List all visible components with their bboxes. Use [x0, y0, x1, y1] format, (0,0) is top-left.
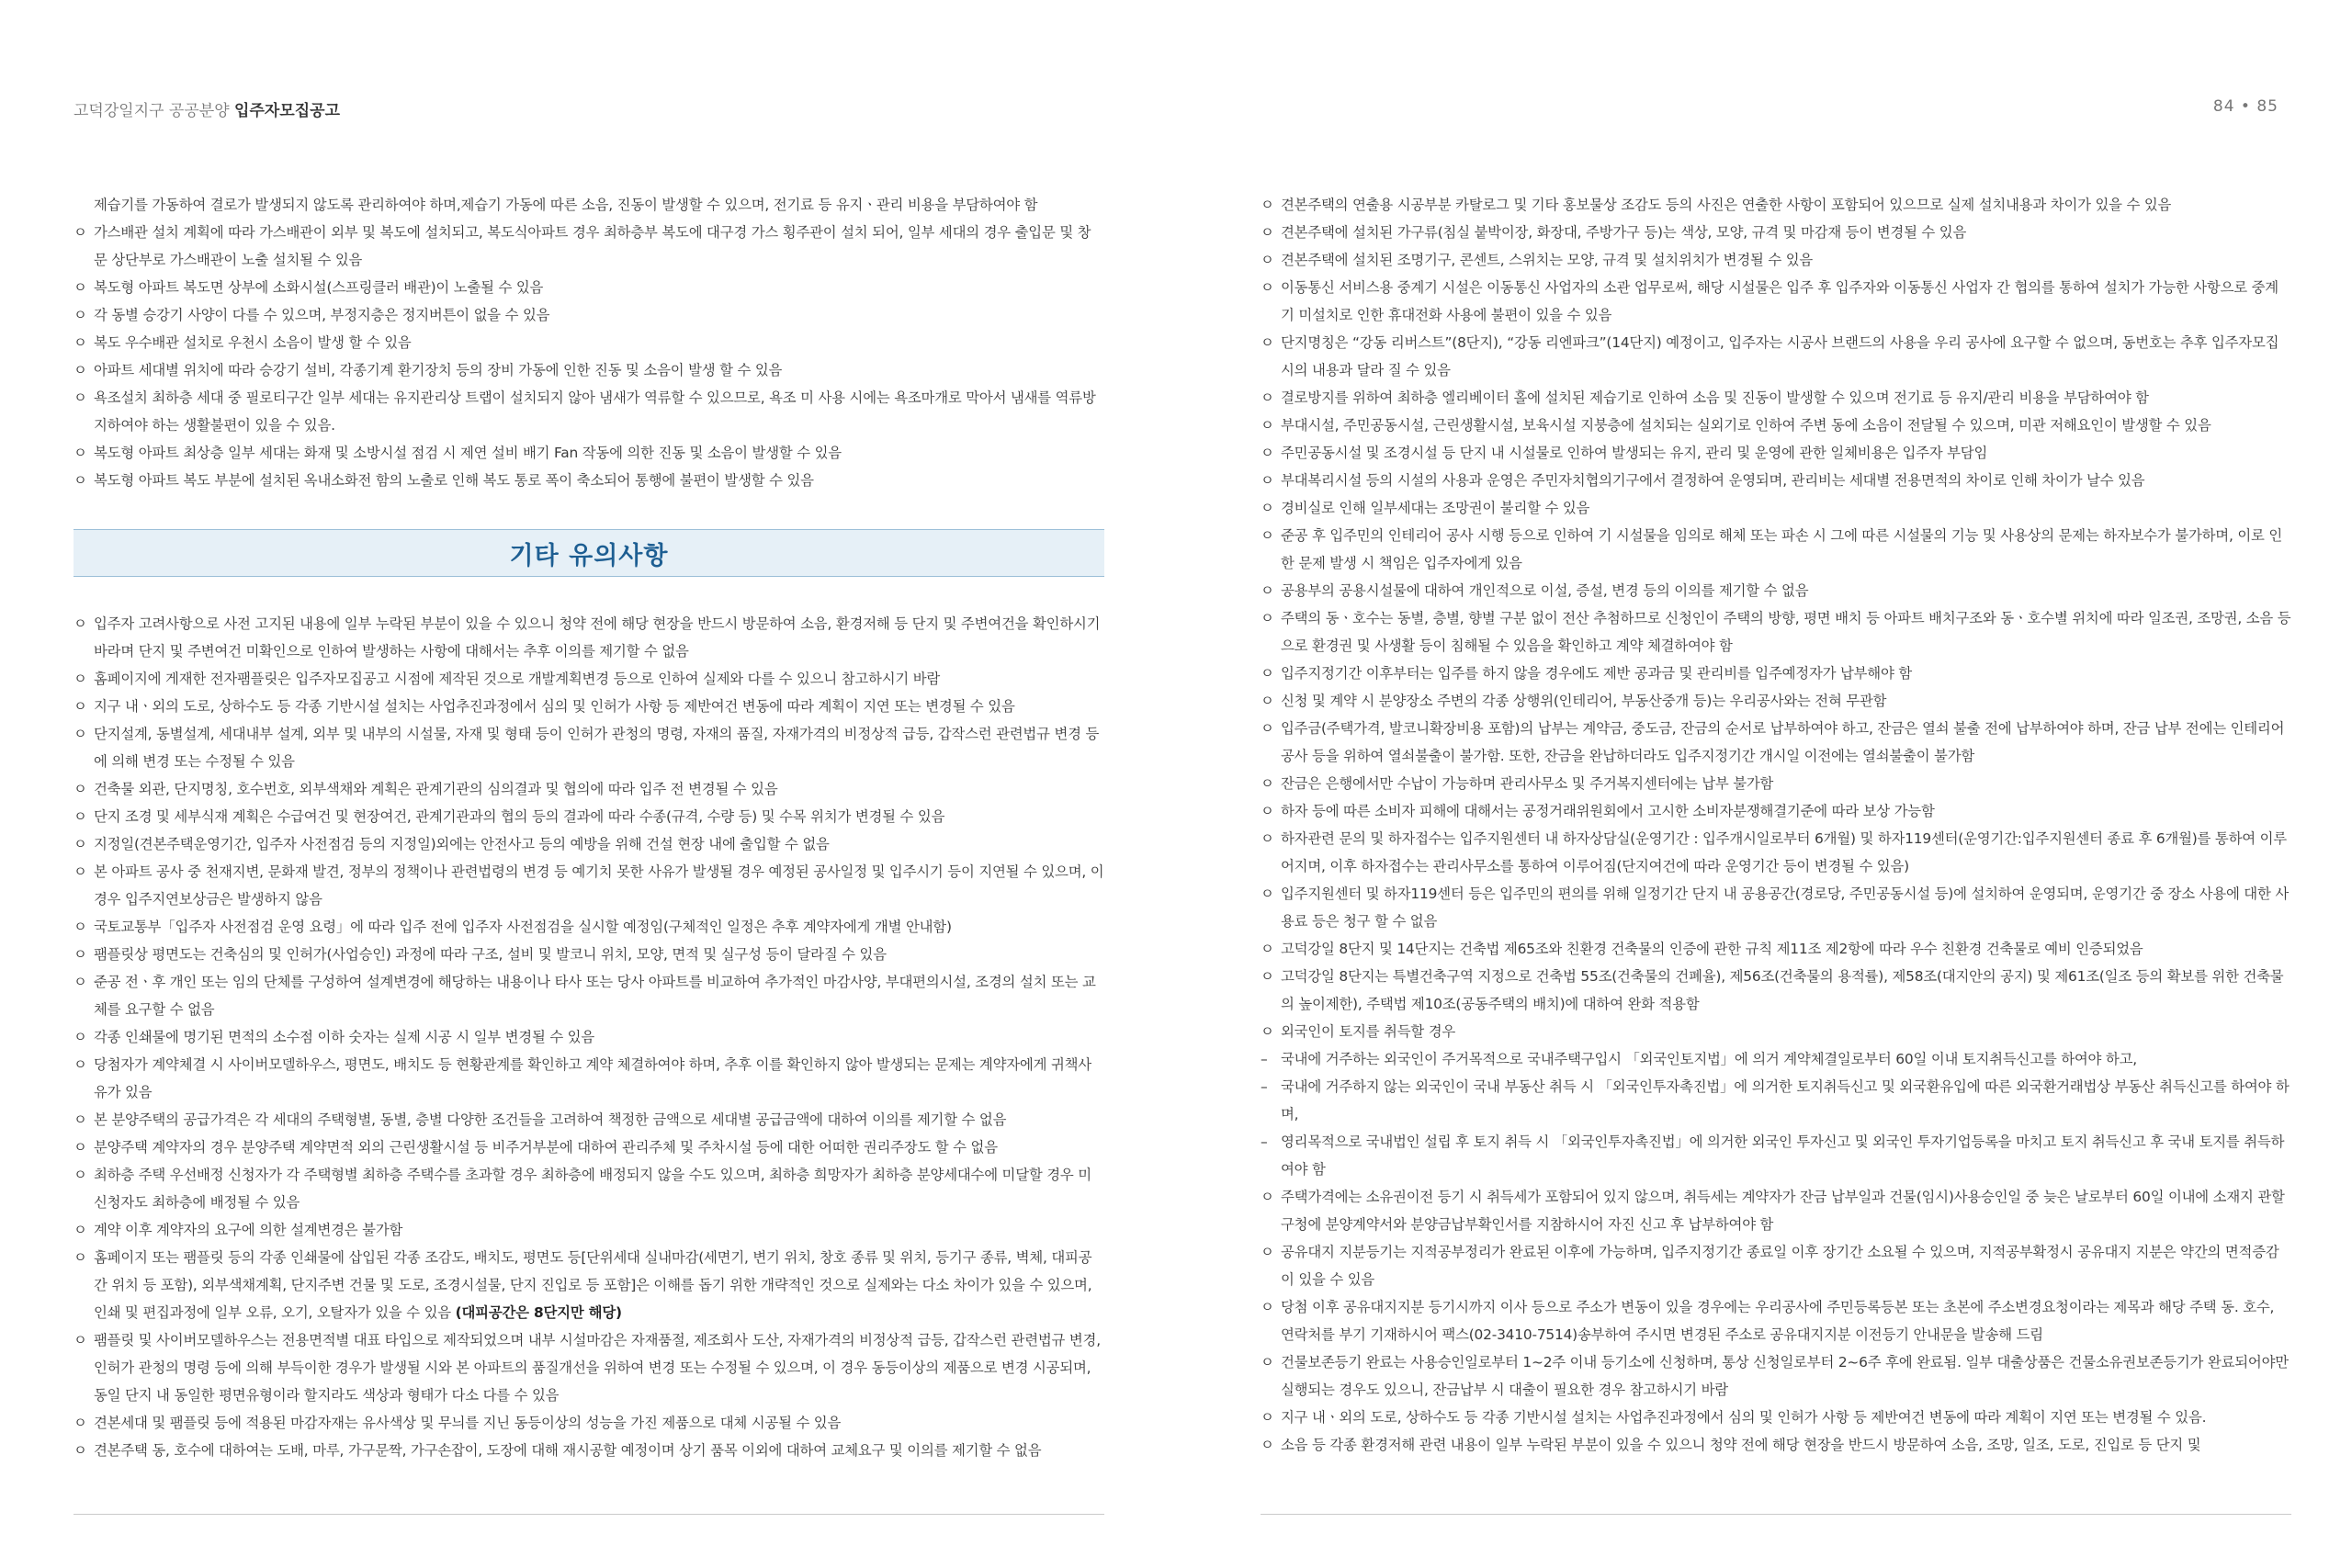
- notice-text: 단지 조경 및 세부식재 계획은 수급여건 및 현장여건, 관계기관과의 협의 등의 결과에 따라 수종(규격, 수량 등) 및 수목 위치가 변경될 수 있음: [94, 808, 945, 825]
- notice-item: [1261, 1404, 2291, 1431]
- notice-text: 주택가격에는 소유권이전 등기 시 취득세가 포함되어 있지 않으며, 취득세는 계약자가 잔금 납부일과 건물(임시)사용승인일 중 늦은 날로부터 60일 이내에 소재지 관할구청에 분양계약서와 분양금납부확인서를 지참하시어 자진 신고 후 납부하여야 함: [1281, 1189, 2285, 1233]
- notice-text: 입주금(주택가격, 발코니확장비용 포함)의 납부는 계약금, 중도금, 잔금의 순서로 납부하여야 하고, 잔금은 열쇠 불출 전에 납부하여야 하며, 잔금 납부 전에는 인테리어 공사 등을 위하여 열쇠불출이 불가함. 또한, 잔금을 완납하더라도 입주지정기간 개시일 이전에는 열쇠불출이 불가함: [1281, 720, 2285, 764]
- notice-item: [74, 1437, 1104, 1464]
- bullet-marker: ㅇ: [1261, 803, 1274, 819]
- notice-item: [1261, 963, 2291, 1018]
- bullet-marker: ㅇ: [74, 671, 87, 687]
- notice-item: [74, 775, 1104, 803]
- notice-item: [1261, 384, 2291, 412]
- notice-text: 주택의 동ㆍ호수는 동별, 층별, 향별 구분 없이 전산 추첨하므로 신청인이 주택의 방향, 평면 배치 등 아파트 배치구조와 동ㆍ호수별 위치에 따라 일조권, 조망권, 소음 등으로 환경권 및 사생활 등이 침해될 수 있음을 확인하고 계약 체결하여야 함: [1281, 610, 2291, 654]
- notice-text: 공용부의 공용시설물에 대하여 개인적으로 이설, 증설, 변경 등의 이의를 제기할 수 없음: [1281, 582, 1809, 599]
- bullet-marker: ㅇ: [1261, 830, 1274, 847]
- document-prefix: 고덕강일지구 공공분양: [74, 102, 230, 120]
- bullet-marker: ㅇ: [1261, 527, 1274, 544]
- notice-item: [1261, 1183, 2291, 1238]
- bullet-marker: ㅇ: [74, 389, 87, 406]
- notice-text: 견본주택의 연출용 시공부분 카탈로그 및 기타 홍보물상 조감도 등의 사진은 연출한 사항이 포함되어 있으므로 실제 설치내용과 차이가 있을 수 있음: [1281, 197, 2172, 213]
- notice-item: [1261, 439, 2291, 467]
- notice-text: 이동통신 서비스용 중계기 시설은 이동통신 사업자의 소관 업무로써, 해당 시설물은 입주 후 입주자와 이동통신 사업자 간 협의를 통하여 설치가 가능한 사항으로 중계기 미설치로 인한 휴대전화 사용에 불편이 있을 수 있음: [1281, 279, 2278, 323]
- notice-item: [74, 720, 1104, 775]
- notice-text: 아파트 세대별 위치에 따라 승강기 설비, 각종기계 환기장치 등의 장비 가동에 인한 진동 및 소음이 발생 할 수 있음: [94, 362, 783, 378]
- bullet-marker: ㅇ: [1261, 1437, 1274, 1453]
- notice-item: [74, 301, 1104, 329]
- notice-text: 국내에 거주하는 외국인이 주거목적으로 국내주택구입시 「외국인토지법」에 의거 계약체결일로부터 60일 이내 토지취득신고를 하여야 하고,: [1281, 1051, 2137, 1067]
- notice-text: 복도형 아파트 복도면 상부에 소화시설(스프링클러 배관)이 노출될 수 있음: [94, 279, 544, 296]
- notice-item: [74, 1326, 1104, 1409]
- bullet-marker: ㅇ: [1261, 775, 1274, 792]
- notice-item: [1261, 1431, 2291, 1459]
- notice-text: 본 분양주택의 공급가격은 각 세대의 주택형별, 동별, 층별 다양한 조건들을 고려하여 책정한 금액으로 세대별 공급금액에 대하여 이의를 제기할 수 없음: [94, 1111, 1007, 1128]
- notice-item: [74, 274, 1104, 301]
- notice-item: [74, 1023, 1104, 1051]
- bullet-marker: ㅇ: [74, 1167, 87, 1183]
- bullet-marker: ㅇ: [74, 334, 87, 351]
- notice-text: 팸플릿상 평면도는 건축심의 및 인허가(사업승인) 과정에 따라 구조, 설비 및 발코니 위치, 모양, 면적 및 실구성 등이 달라질 수 있음: [94, 946, 887, 963]
- right-page: [1261, 191, 2291, 1459]
- right-notice-list: [1261, 191, 2291, 1459]
- bullet-marker: ㅇ: [1261, 720, 1274, 737]
- notice-item: [1261, 935, 2291, 963]
- bullet-marker: ㅇ: [74, 362, 87, 378]
- notice-text: 하자 등에 따른 소비자 피해에 대해서는 공정거래위원회에서 고시한 소비자분쟁해결기준에 따라 보상 가능함: [1281, 803, 1935, 819]
- notice-text: 지구 내ㆍ외의 도로, 상하수도 등 각종 기반시설 설치는 사업추진과정에서 심의 및 인허가 사항 등 제반여건 변동에 따라 계획이 지연 또는 변경될 수 있음.: [1281, 1409, 2207, 1426]
- notice-item: [74, 439, 1104, 467]
- bullet-marker: ㅇ: [74, 1415, 87, 1431]
- notice-item: [1261, 494, 2291, 522]
- notice-text: 고덕강일 8단지는 특별건축구역 지정으로 건축법 55조(건축물의 건폐율), 제56조(건축물의 용적률), 제58조(대지안의 공지) 및 제61조(일조 등의 확보를 위한 건축물의 높이제한), 주택법 제10조(공동주택의 배치)에 대하여 완화 적용함: [1281, 968, 2284, 1012]
- notice-text: 각 동별 승강기 사양이 다를 수 있으며, 부정지층은 정지버튼이 없을 수 있음: [94, 307, 550, 323]
- dash-marker: –: [1261, 1051, 1268, 1067]
- notice-text: 각종 인쇄물에 명기된 면적의 소수점 이하 숫자는 실제 시공 시 일부 변경될 수 있음: [94, 1029, 595, 1045]
- notice-item: [74, 1134, 1104, 1161]
- notice-text: 복도형 아파트 최상층 일부 세대는 화재 및 소방시설 점검 시 제연 설비 배기 Fan 작동에 의한 진동 및 소음이 발생할 수 있음: [94, 445, 842, 461]
- notice-text: 견본주택에 설치된 가구류(침실 붙박이장, 화장대, 주방가구 등)는 색상, 모양, 규격 및 마감재 등이 변경될 수 있음: [1281, 224, 1967, 241]
- notice-text: 분양주택 계약자의 경우 분양주택 계약면적 외의 근린생활시설 등 비주거부분에 대하여 관리주체 및 주차시설 등에 대한 어떠한 권리주장도 할 수 없음: [94, 1139, 998, 1156]
- notice-item: [1261, 604, 2291, 660]
- bullet-marker: ㅇ: [74, 615, 87, 632]
- bullet-marker: ㅇ: [74, 1111, 87, 1128]
- bullet-marker: ㅇ: [1261, 417, 1274, 434]
- notice-item: [74, 1216, 1104, 1244]
- notice-text: 준공 전ㆍ후 개인 또는 임의 단체를 구성하여 설계변경에 해당하는 내용이나 타사 또는 당사 아파트를 비교하여 추가적인 마감사양, 부대편의시설, 조경의 설치 또는 교체를 요구할 수 없음: [94, 974, 1096, 1018]
- bullet-marker: ㅇ: [74, 863, 87, 880]
- bullet-marker: ㅇ: [74, 698, 87, 715]
- notice-text: 건축물 외관, 단지명칭, 호수번호, 외부색채와 계획은 관계기관의 심의결과 및 협의에 따라 입주 전 변경될 수 있음: [94, 781, 778, 797]
- bullet-marker: ㅇ: [74, 1249, 87, 1266]
- footer-rule-right: [1261, 1514, 2291, 1515]
- notice-text: 부대복리시설 등의 시설의 사용과 운영은 주민자치협의기구에서 결정하여 운영되며, 관리비는 세대별 전용면적의 차이로 인해 차이가 날수 있음: [1281, 472, 2145, 489]
- bullet-marker: ㅇ: [74, 946, 87, 963]
- notice-item: [74, 858, 1104, 913]
- notice-item: [1261, 1045, 2291, 1073]
- notice-text: 본 아파트 공사 중 천재지변, 문화재 발견, 정부의 정책이나 관련법령의 변경 등 예기치 못한 사유가 발생될 경우 예정된 공사일정 및 입주시기 등이 지연될 수 있으며, 이 경우 입주지연보상금은 발생하지 않음: [94, 863, 1104, 908]
- notice-text: 입주지정기간 이후부터는 입주를 하지 않을 경우에도 제반 공과금 및 관리비를 입주예정자가 납부해야 함: [1281, 665, 1913, 682]
- notice-text: 단지설계, 동별설계, 세대내부 설계, 외부 및 내부의 시설물, 자재 및 형태 등이 인허가 관청의 명령, 자재의 품질, 자재가격의 비정상적 급등, 갑작스런 관련법규 변경 등에 의해 변경 또는 수정될 수 있음: [94, 726, 1100, 770]
- bullet-marker: ㅇ: [74, 1056, 87, 1073]
- notice-text: 지정일(견본주택운영기간, 입주자 사전점검 등의 지정일)외에는 안전사고 등의 예방을 위해 건설 현장 내에 출입할 수 없음: [94, 836, 830, 852]
- notice-text: 최하층 주택 우선배정 신청자가 각 주택형별 최하층 주택수를 초과할 경우 최하층에 배정되지 않을 수도 있으며, 최하층 희망자가 최하층 분양세대수에 미달할 경우 미신청자도 최하층에 배정될 수 있음: [94, 1167, 1091, 1211]
- notice-text: 홈페이지에 게재한 전자팸플릿은 입주자모집공고 시점에 제작된 것으로 개발계획변경 등으로 인하여 실제와 다를 수 있으니 참고하시기 바람: [94, 671, 941, 687]
- notice-item: [1261, 329, 2291, 384]
- dash-marker: –: [1261, 1078, 1268, 1095]
- notice-item: [74, 191, 1104, 219]
- notice-item: [1261, 660, 2291, 687]
- bullet-marker: ㅇ: [74, 445, 87, 461]
- notice-text: 복도형 아파트 복도 부분에 설치된 옥내소화전 함의 노출로 인해 복도 통로 폭이 축소되어 통행에 불편이 발생할 수 있음: [94, 472, 814, 489]
- notice-text: 제습기를 가동하여 결로가 발생되지 않도록 관리하여야 하며,제습기 가동에 따른 소음, 진동이 발생할 수 있으며, 전기료 등 유지ㆍ관리 비용을 부담하여야 함: [94, 197, 1038, 213]
- notice-item: [1261, 770, 2291, 797]
- notice-text: 홈페이지 또는 팸플릿 등의 각종 인쇄물에 삽입된 각종 조감도, 배치도, 평면도 등[단위세대 실내마감(세면기, 변기 위치, 창호 종류 및 위치, 등기구 종류, 벽체, 대피공간 위치 등 포함), 외부색채계획, 단지주변 건물 및 도로, 조경시설물, 단지 진입로 등 포함]은 이해를 돕기 위한 개략적인 것으로 실제와는 다소 차이가 있을 수 있으며, 인쇄 및 편집과정에 일부 오류, 오기, 오탈자가 있을 수 있음: [94, 1249, 1092, 1321]
- notice-item: [74, 1161, 1104, 1216]
- bullet-marker: ㅇ: [1261, 665, 1274, 682]
- notice-item: [74, 329, 1104, 356]
- notice-item: [1261, 412, 2291, 439]
- notice-item: [74, 219, 1104, 274]
- notice-text: 견본주택에 설치된 조명기구, 콘센트, 스위치는 모양, 규격 및 설치위치가 변경될 수 있음: [1281, 252, 1814, 268]
- bullet-marker: ㅇ: [74, 1332, 87, 1348]
- bullet-marker: ㅇ: [74, 1139, 87, 1156]
- page-numbers: 84 • 85: [2212, 97, 2278, 116]
- bullet-marker: ㅇ: [74, 1442, 87, 1459]
- bullet-marker: ㅇ: [1261, 334, 1274, 351]
- bullet-marker: ㅇ: [1261, 582, 1274, 599]
- notice-item: [1261, 1018, 2291, 1045]
- bullet-marker: ㅇ: [74, 808, 87, 825]
- bullet-marker: ㅇ: [1261, 224, 1274, 241]
- bullet-marker: ㅇ: [1261, 693, 1274, 709]
- bullet-marker: ㅇ: [74, 472, 87, 489]
- bullet-marker: ㅇ: [1261, 500, 1274, 516]
- notice-item: [74, 803, 1104, 830]
- document-header: [74, 97, 340, 120]
- bullet-marker: ㅇ: [74, 1222, 87, 1238]
- notice-item: [1261, 715, 2291, 770]
- notice-text: 팸플릿 및 사이버모델하우스는 전용면적별 대표 타입으로 제작되었으며 내부 시설마감은 자재품절, 제조회사 도산, 자재가격의 비정상적 급등, 갑작스런 관련법규 변경, 인허가 관청의 명령 등에 의해 부득이한 경우가 발생될 시와 본 아파트의 품질개선을 위하여 변경 또는 수정될 수 있으며, 이 경우 동등이상의 제품으로 변경 시공되며, 동일 단지 내 동일한 평면유형이라 할지라도 색상과 형태가 다소 다를 수 있음: [94, 1332, 1101, 1404]
- notice-item: [74, 356, 1104, 384]
- notice-item: [74, 665, 1104, 693]
- bullet-marker: ㅇ: [1261, 968, 1274, 985]
- left-top-list: [74, 191, 1104, 494]
- bullet-marker: ㅇ: [1261, 1023, 1274, 1040]
- document-title: 입주자모집공고: [234, 102, 340, 120]
- notice-text: 욕조설치 최하층 세대 중 필로티구간 일부 세대는 유지관리상 트랩이 설치되지 않아 냄새가 역류할 수 있으므로, 욕조 미 사용 시에는 욕조마개로 막아서 냄새를 역류방지하여야 하는 생활불편이 있을 수 있음.: [94, 389, 1096, 434]
- bullet-marker: ㅇ: [1261, 252, 1274, 268]
- notice-text: 견본주택 동, 호수에 대하여는 도배, 마루, 가구문짝, 가구손잡이, 도장에 대해 재시공할 예정이며 상기 품목 이외에 대하여 교체요구 및 이의를 제기할 수 없음: [94, 1442, 1042, 1459]
- notice-item: [74, 1244, 1104, 1326]
- notice-text: 준공 후 입주민의 인테리어 공사 시행 등으로 인하여 기 시설물을 임의로 해체 또는 파손 시 그에 따른 시설물의 기능 및 사용상의 문제는 하자보수가 불가하며, 이로 인한 문제 발생 시 책임은 입주자에게 있음: [1281, 527, 2283, 571]
- bullet-marker: ㅇ: [1261, 610, 1274, 626]
- notice-text: 가스배관 설치 계획에 따라 가스배관이 외부 및 복도에 설치되고, 복도식아파트 경우 최하층부 복도에 대구경 가스 횡주관이 설치 되어, 일부 세대의 경우 출입문 및 창문 상단부로 가스배관이 노출 설치될 수 있음: [94, 224, 1091, 268]
- notice-text: 소음 등 각종 환경저해 관련 내용이 일부 누락된 부분이 있을 수 있으니 청약 전에 해당 현장을 반드시 방문하여 소음, 조망, 일조, 도로, 진입로 등 단지 및: [1281, 1437, 2201, 1453]
- notice-item: [1261, 522, 2291, 577]
- notice-item: [74, 467, 1104, 494]
- bullet-marker: ㅇ: [1261, 197, 1274, 213]
- bullet-marker: ㅇ: [1261, 941, 1274, 957]
- notice-text: 경비실로 인해 일부세대는 조망권이 불리할 수 있음: [1281, 500, 1590, 516]
- left-page: [74, 191, 1104, 1464]
- notice-item: [1261, 467, 2291, 494]
- bullet-marker: ㅇ: [1261, 886, 1274, 902]
- bullet-marker: ㅇ: [1261, 1409, 1274, 1426]
- notice-item: [1261, 1073, 2291, 1128]
- notice-item: [74, 384, 1104, 439]
- notice-text: 견본세대 및 팸플릿 등에 적용된 마감자재는 유사색상 및 무늬를 지닌 동등이상의 성능을 가진 제품으로 대체 시공될 수 있음: [94, 1415, 842, 1431]
- bullet-marker: ㅇ: [1261, 279, 1274, 296]
- notice-item: [1261, 191, 2291, 219]
- notice-item: [1261, 825, 2291, 880]
- notice-highlight: (대피공간은 8단지만 해당): [455, 1304, 622, 1321]
- notice-item: [74, 1409, 1104, 1437]
- bullet-marker: ㅇ: [1261, 1299, 1274, 1315]
- notice-item: [1261, 1348, 2291, 1404]
- bullet-marker: ㅇ: [74, 224, 87, 241]
- bullet-marker: ㅇ: [1261, 445, 1274, 461]
- notice-text: 고덕강일 8단지 및 14단지는 건축법 제65조와 친환경 건축물의 인증에 관한 규칙 제11조 제2항에 따라 우수 친환경 건축물로 예비 인증되었음: [1281, 941, 2143, 957]
- notice-text: 공유대지 지분등기는 지적공부정리가 완료된 이후에 가능하며, 입주지정기간 종료일 이후 장기간 소요될 수 있으며, 지적공부확정시 공유대지 지분은 약간의 면적증감이 있을 수 있음: [1281, 1244, 2279, 1288]
- section-header: [74, 529, 1104, 577]
- notice-text: 계약 이후 계약자의 요구에 의한 설계변경은 불가함: [94, 1222, 403, 1238]
- bullet-marker: ㅇ: [74, 836, 87, 852]
- notice-text: 단지명칭은 “강동 리버스트”(8단지), “강동 리엔파크”(14단지) 예정이고, 입주자는 시공사 브랜드의 사용을 우리 공사에 요구할 수 없으며, 동번호는 추후 입주자모집시의 내용과 달라 질 수 있음: [1281, 334, 2279, 378]
- bullet-marker: ㅇ: [1261, 1354, 1274, 1371]
- notice-text: 신청 및 계약 시 분양장소 주변의 각종 상행위(인테리어, 부동산중개 등)는 우리공사와는 전혀 무관함: [1281, 693, 1887, 709]
- notice-text: 하자관련 문의 및 하자접수는 입주지원센터 내 하자상담실(운영기간 : 입주개시일로부터 6개월) 및 하자119센터(운영기간:입주지원센터 종료 후 6개월)를 통하여 이루어지며, 이후 하자접수는 관리사무소를 통하여 이루어짐(단지여건에 따라 운영기간 등이 변경될 수 있음): [1281, 830, 2287, 874]
- notice-text: 당첨 이후 공유대지지분 등기시까지 이사 등으로 주소가 변동이 있을 경우에는 우리공사에 주민등록등본 또는 초본에 주소변경요청이라는 제목과 해당 주택 동. 호수, 연락처를 부기 기재하시어 팩스(02-3410-7514)송부하여 주시면 변경된 주소로 공유대지지분 이전등기 안내문을 발송해 드림: [1281, 1299, 2275, 1343]
- bullet-marker: ㅇ: [74, 974, 87, 990]
- notice-item: [1261, 577, 2291, 604]
- notice-item: [74, 913, 1104, 941]
- notice-text: 결로방지를 위하여 최하층 엘리베이터 홀에 설치된 제습기로 인하여 소음 및 진동이 발생할 수 있으며 전기료 등 유지/관리 비용을 부담하여야 함: [1281, 389, 2149, 406]
- left-notice-list: [74, 610, 1104, 1464]
- notice-item: [74, 941, 1104, 968]
- footer-rule-left: [74, 1514, 1104, 1515]
- notice-text: 건물보존등기 완료는 사용승인일로부터 1~2주 이내 등기소에 신청하며, 통상 신청일로부터 2~6주 후에 완료됨. 일부 대출상품은 건물소유권보존등기가 완료되어야만 실행되는 경우도 있으니, 잔금납부 시 대출이 필요한 경우 참고하시기 바람: [1281, 1354, 2289, 1398]
- notice-item: [74, 610, 1104, 665]
- notice-text: 당첨자가 계약체결 시 사이버모델하우스, 평면도, 배치도 등 현황관계를 확인하고 계약 체결하여야 하며, 추후 이를 확인하지 않아 발생되는 문제는 계약자에게 귀책사유가 있음: [94, 1056, 1091, 1100]
- notice-text: 국토교통부「입주자 사전점검 운영 요령」에 따라 입주 전에 입주자 사전점검을 실시할 예정임(구체적인 일정은 추후 계약자에게 개별 안내함): [94, 919, 952, 935]
- notice-text: 잔금은 은행에서만 수납이 가능하며 관리사무소 및 주거복지센터에는 납부 불가함: [1281, 775, 1774, 792]
- notice-text: 주민공동시설 및 조경시설 등 단지 내 시설물로 인하여 발생되는 유지, 관리 및 운영에 관한 일체비용은 입주자 부담임: [1281, 445, 1988, 461]
- notice-item: [1261, 246, 2291, 274]
- bullet-marker: ㅇ: [1261, 472, 1274, 489]
- notice-text: 입주지원센터 및 하자119센터 등은 입주민의 편의를 위해 일정기간 단지 내 공용공간(경로당, 주민공동시설 등)에 설치하여 운영되며, 운영기간 중 장소 사용에 대한 사용료 등은 청구 할 수 없음: [1281, 886, 2289, 930]
- notice-item: [1261, 1128, 2291, 1183]
- bullet-marker: ㅇ: [74, 781, 87, 797]
- notice-item: [74, 693, 1104, 720]
- bullet-marker: ㅇ: [1261, 1189, 1274, 1205]
- section-title: 기타 유의사항: [509, 541, 669, 570]
- bullet-marker: ㅇ: [74, 726, 87, 742]
- bullet-marker: ㅇ: [74, 919, 87, 935]
- notice-text: 부대시설, 주민공동시설, 근린생활시설, 보육시설 지붕층에 설치되는 실외기로 인하여 주변 동에 소음이 전달될 수 있으며, 미관 저해요인이 발생할 수 있음: [1281, 417, 2211, 434]
- notice-item: [1261, 880, 2291, 935]
- notice-text: 입주자 고려사항으로 사전 고지된 내용에 일부 누락된 부분이 있을 수 있으니 청약 전에 해당 현장을 반드시 방문하여 소음, 환경저해 등 단지 및 주변여건을 확인하시기 바라며 단지 및 주변여건 미확인으로 인하여 발생하는 사항에 대해서는 추후 이의를 제기할 수 없음: [94, 615, 1101, 660]
- notice-text: 국내에 거주하지 않는 외국인이 국내 부동산 취득 시 「외국인투자촉진법」에 의거한 토지취득신고 및 외국환유입에 따른 외국환거래법상 부동산 취득신고를 하여야 하며,: [1281, 1078, 2290, 1122]
- notice-item: [1261, 797, 2291, 825]
- notice-item: [1261, 687, 2291, 715]
- notice-item: [74, 968, 1104, 1023]
- dash-marker: –: [1261, 1134, 1268, 1150]
- notice-text: 영리목적으로 국내법인 설립 후 토지 취득 시 「외국인투자촉진법」에 의거한 외국인 투자신고 및 외국인 투자기업등록을 마치고 토지 취득신고 후 국내 토지를 취득하여야 함: [1281, 1134, 2285, 1178]
- notice-item: [1261, 219, 2291, 246]
- notice-text: 지구 내ㆍ외의 도로, 상하수도 등 각종 기반시설 설치는 사업추진과정에서 심의 및 인허가 사항 등 제반여건 변동에 따라 계획이 지연 또는 변경될 수 있음: [94, 698, 1015, 715]
- notice-item: [74, 830, 1104, 858]
- notice-item: [1261, 1238, 2291, 1293]
- bullet-marker: ㅇ: [1261, 1244, 1274, 1260]
- notice-item: [1261, 1293, 2291, 1348]
- notice-text: 외국인이 토지를 취득할 경우: [1281, 1023, 1456, 1040]
- notice-item: [74, 1106, 1104, 1134]
- bullet-marker: ㅇ: [74, 279, 87, 296]
- notice-text: 복도 우수배관 설치로 우천시 소음이 발생 할 수 있음: [94, 334, 412, 351]
- bullet-marker: ㅇ: [74, 307, 87, 323]
- notice-item: [74, 1051, 1104, 1106]
- notice-item: [1261, 274, 2291, 329]
- bullet-marker: ㅇ: [1261, 389, 1274, 406]
- bullet-marker: ㅇ: [74, 1029, 87, 1045]
